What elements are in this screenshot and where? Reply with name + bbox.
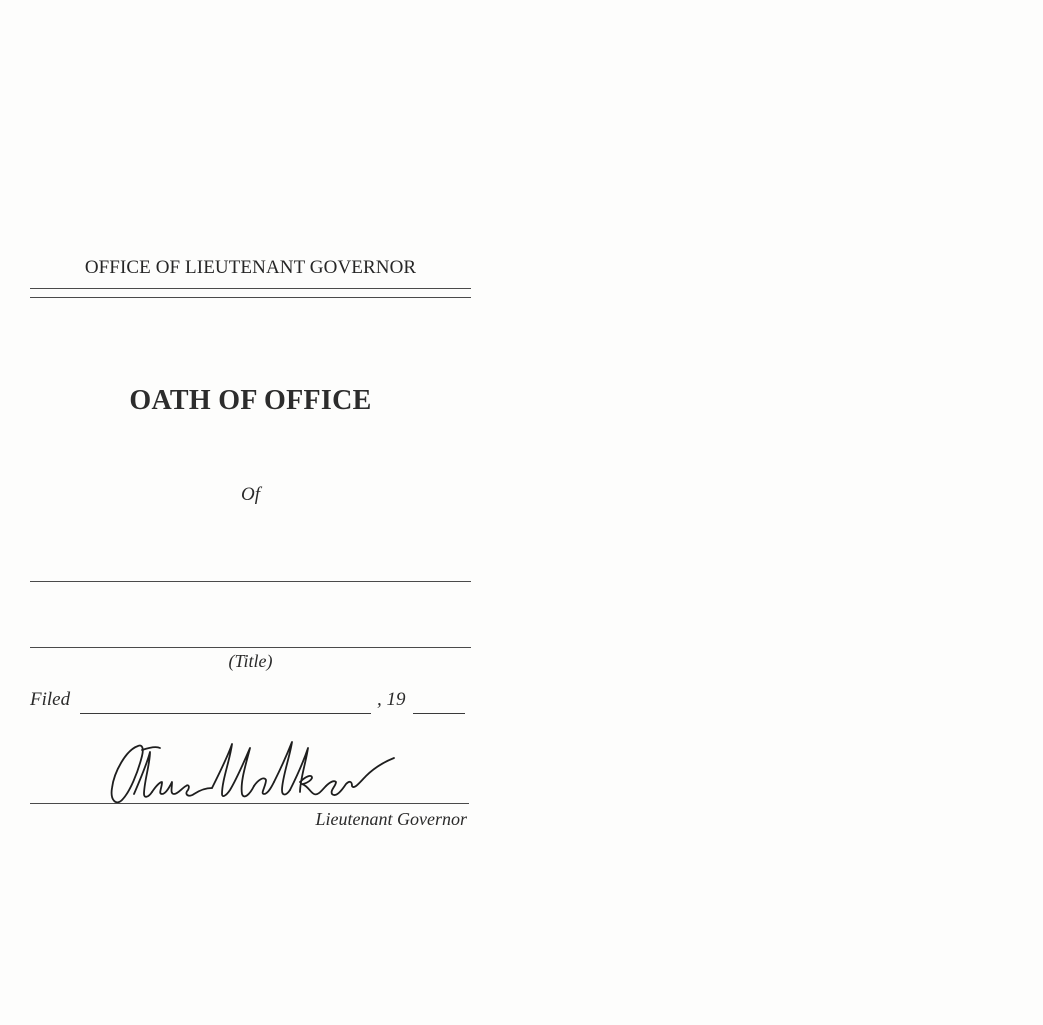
filed-label: Filed bbox=[30, 689, 71, 710]
signer-title: Lieutenant Governor bbox=[315, 809, 467, 829]
title-caption: (Title) bbox=[228, 651, 273, 671]
year-prefix: , 19 bbox=[377, 689, 406, 710]
year-line[interactable] bbox=[413, 713, 465, 714]
document-title: OATH OF OFFICE bbox=[129, 385, 372, 416]
office-header: OFFICE OF LIEUTENANT GOVERNOR bbox=[84, 257, 417, 278]
header-rule-bottom bbox=[30, 297, 471, 298]
signature-line bbox=[30, 803, 469, 804]
title-line[interactable] bbox=[30, 647, 471, 648]
filed-date-line[interactable] bbox=[80, 713, 371, 714]
of-label: Of bbox=[241, 484, 260, 505]
signature-image bbox=[104, 736, 400, 812]
header-rule-top bbox=[30, 288, 471, 289]
name-line[interactable] bbox=[30, 581, 471, 582]
